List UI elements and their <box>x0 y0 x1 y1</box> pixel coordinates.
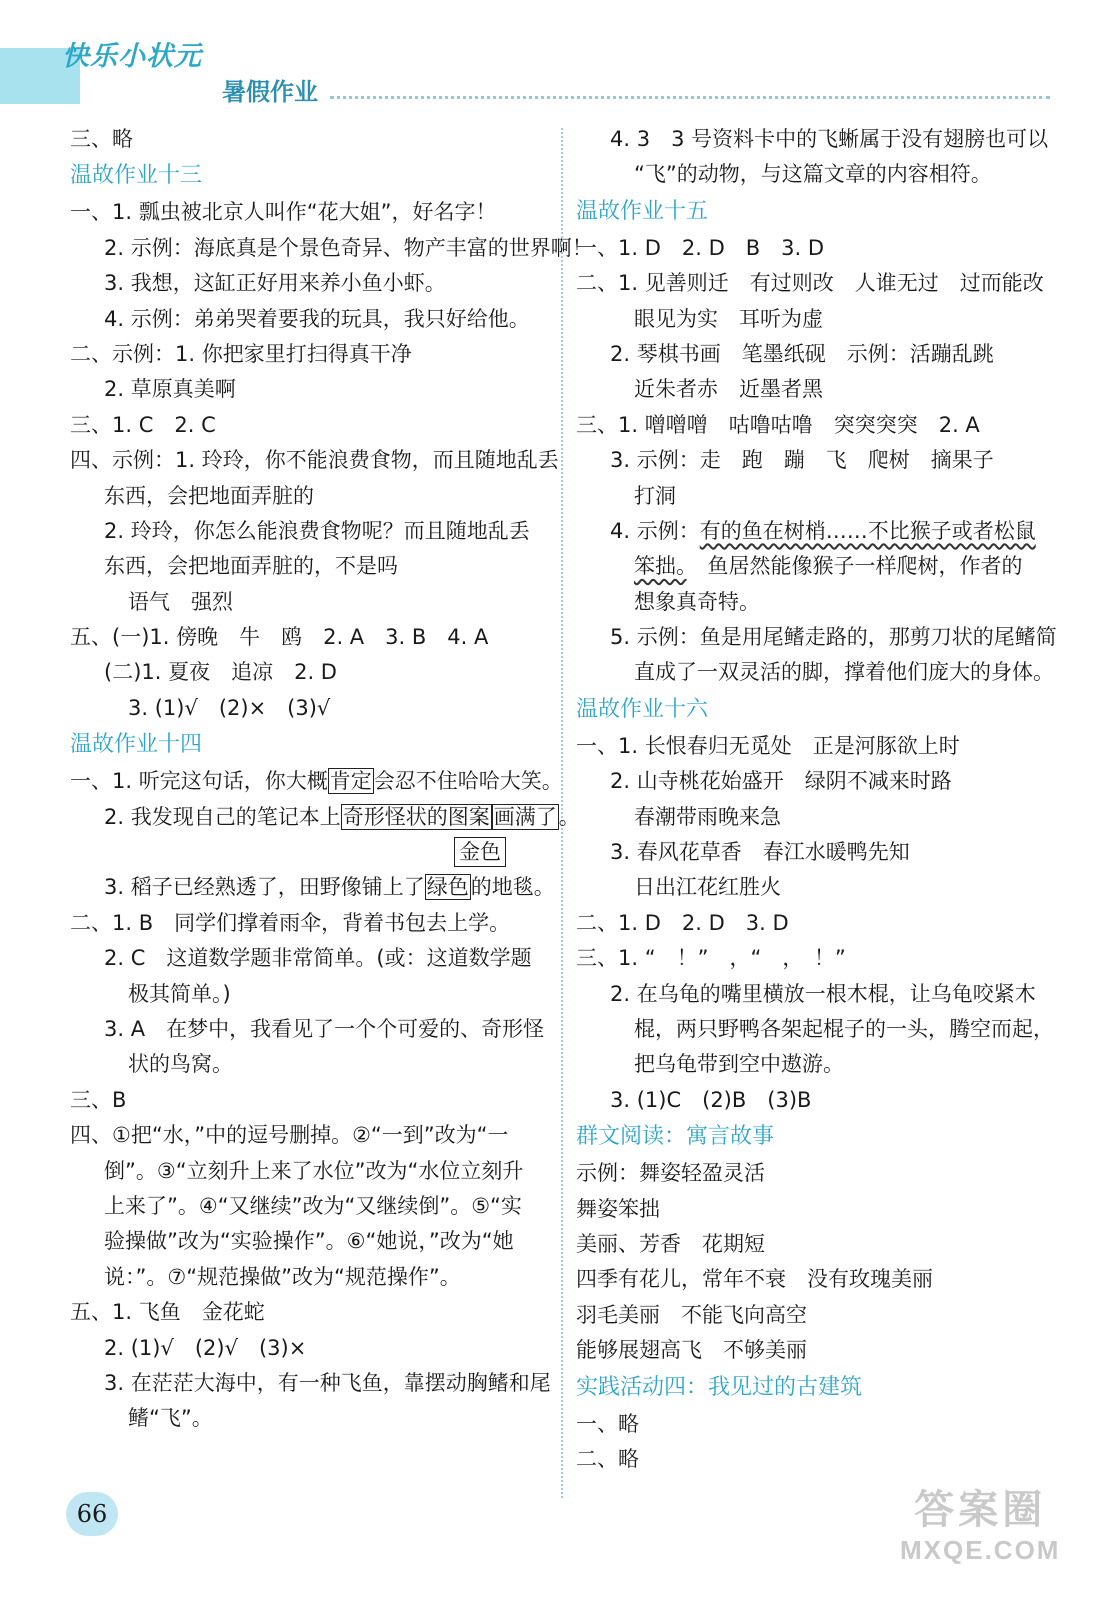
answer-line: 4. 示例：弟弟哭着要我的玩具，我只好给他。 <box>104 306 530 331</box>
answer-line: 二、1. B 同学们撑着雨伞，背着书包去上学。 <box>70 910 511 935</box>
answer-line: 棍，两只野鸭各架起棍子的一头，腾空而起， <box>634 1016 1054 1041</box>
answer-line: 把乌龟带到空中遨游。 <box>634 1052 844 1077</box>
answer-line: 一、1. D 2. D B 3. D <box>576 235 825 260</box>
answer-line: 5. 示例：鱼是用尾鳍走路的，那剪刀状的尾鳍简 <box>610 625 1057 650</box>
correction-box: 金色 <box>454 837 506 867</box>
answer-line: 日出江花红胜火 <box>634 875 781 900</box>
answer-text: 会忍不住哈哈大笑。 <box>373 769 563 794</box>
answer-line: “飞”的动物，与这篇文章的内容相符。 <box>634 162 992 187</box>
answer-line: 三、1. 噌噌噌 咕噜咕噜 突突突突 2. A <box>576 412 980 437</box>
answer-line: 三、1. “ ！” ，“ ， ！” <box>576 946 846 971</box>
answer-line: 一、1. 瓢虫被北京人叫作“花大姐”，好名字！ <box>70 200 497 225</box>
answer-line: 眼见为实 耳听为虚 <box>634 306 823 331</box>
answer-line: 羽毛美丽 不能飞向高空 <box>576 1302 807 1327</box>
wavy-underlined-text: 有的鱼在树梢……不比猴子或者松鼠 <box>699 518 1036 543</box>
answer-line: 验操做”改为“实验操作”。⑥“她说，”改为“她 <box>104 1229 514 1254</box>
answer-line: 3. 我想，这缸正好用来养小鱼小虾。 <box>104 271 446 296</box>
answer-line: 直成了一双灵活的脚，撑着他们庞大的身体。 <box>634 660 1054 685</box>
section-title: 温故作业十五 <box>576 198 709 224</box>
answer-line: 三、B <box>70 1087 127 1112</box>
watermark <box>900 1478 1060 1566</box>
answer-line: 2. C 这道数学题非常简单。(或：这道数学题 <box>104 946 532 971</box>
answer-line: 能够展翅高飞 不够美丽 <box>576 1338 807 1363</box>
header-dotted-rule <box>330 96 1050 99</box>
answer-line: 美丽、芳香 花期短 <box>576 1231 765 1256</box>
answer-text: 2. 我发现自己的笔记本上 <box>104 804 341 829</box>
answer-line: 二、1. D 2. D 3. D <box>576 910 789 935</box>
section-title: 温故作业十三 <box>70 163 203 189</box>
answer-text: 的地毯。 <box>470 875 555 900</box>
boxed-word: 绿色 <box>426 875 469 900</box>
right-column <box>576 122 1056 1477</box>
answer-text: 。 <box>558 804 580 829</box>
answer-line: 一、1. 长恨春归无觅处 正是河豚欲上时 <box>576 733 960 758</box>
answer-line: 五、1. 飞鱼 金花蛇 <box>70 1300 265 1325</box>
section-title: 温故作业十四 <box>70 732 203 758</box>
answer-line: (二)1. 夏夜 追凉 2. D <box>104 660 337 685</box>
answer-line: 东西，会把地面弄脏的，不是吗 <box>104 554 398 579</box>
answer-line <box>70 870 555 905</box>
wavy-underlined-text: 笨拙。 <box>634 554 687 579</box>
answer-line: 2. 琴棋书画 笔墨纸砚 示例：活蹦乱跳 <box>610 341 994 366</box>
answer-line: 三、1. C 2. C <box>70 412 216 437</box>
answer-line: 示例：舞姿轻盈灵活 <box>576 1161 765 1186</box>
answer-line: 状的鸟窝。 <box>128 1052 233 1077</box>
answer-line: 一、略 <box>576 1411 639 1436</box>
answer-text: 鱼居然能像猴子一样爬树，作者的 <box>686 554 1023 579</box>
answer-line <box>576 514 1056 549</box>
answer-line: 语气 强烈 <box>128 589 233 614</box>
boxed-word: 奇形怪状的图案 <box>342 804 490 829</box>
header-logo: 快乐小状元 <box>62 41 202 72</box>
answer-line: 想象真奇特。 <box>634 589 760 614</box>
answer-text: 一、1. 听完这句话，你大概 <box>70 769 328 794</box>
answer-line: 3. (1)C (2)B (3)B <box>610 1087 812 1112</box>
answer-line: 二、1. 见善则迁 有过则改 人谁无过 过而能改 <box>576 271 1044 296</box>
answer-line: 上来了”。④“又继续”改为“又继续倒”。⑤“实 <box>104 1193 522 1218</box>
answer-line <box>70 764 563 799</box>
section-title: 实践活动四：我见过的古建筑 <box>576 1374 863 1400</box>
boxed-word: 画满了 <box>493 804 557 829</box>
boxed-word: 肯定 <box>329 769 372 794</box>
header-subtitle: 暑假作业 <box>222 78 318 106</box>
answer-line: 五、(一)1. 傍晚 牛 鸥 2. A 3. B 4. A <box>70 625 489 650</box>
answer-line: 打洞 <box>634 483 676 508</box>
answer-line: 3. 在茫茫大海中，有一种飞鱼，靠摆动胸鳍和尾 <box>104 1370 551 1395</box>
answer-line: 3. A 在梦中，我看见了一个个可爱的、奇形怪 <box>104 1016 545 1041</box>
answer-line: 倒”。③“立刻升上来了水位”改为“水位立刻升 <box>104 1158 524 1183</box>
answer-line: 2. 在乌龟的嘴里横放一根木棍，让乌龟咬紧木 <box>610 981 1036 1006</box>
section-title: 群文阅读：寓言故事 <box>576 1124 775 1150</box>
watermark-url: MXQE.COM <box>900 1535 1061 1565</box>
answer-line: 2. 山寺桃花始盛开 绿阴不减来时路 <box>610 769 952 794</box>
answer-line: 三、略 <box>70 127 133 151</box>
answer-line: 鳍“飞”。 <box>128 1406 213 1431</box>
answer-text: 3. 稻子已经熟透了，田野像铺上了 <box>104 875 425 900</box>
answer-line: 四、示例：1. 玲玲，你不能浪费食物，而且随地乱丢 <box>70 448 559 473</box>
answer-line: 4. 3 3 号资料卡中的飞蜥属于没有翅膀也可以 <box>610 127 1049 151</box>
answer-line: 2. 玲玲，你怎么能浪费食物呢？而且随地乱丢 <box>104 518 530 543</box>
answer-line: 2. (1)√ (2)√ (3)× <box>104 1335 307 1360</box>
answer-line: 3. (1)√ (2)× (3)√ <box>128 695 331 720</box>
answer-line: 四、①把“水，”中的逗号删掉。②“一到”改为“一 <box>70 1123 509 1148</box>
answer-line <box>70 800 580 835</box>
answer-line: 说：”。⑦“规范操做”改为“规范操作”。 <box>104 1264 461 1289</box>
answer-line: 东西，会把地面弄脏的 <box>104 483 314 508</box>
answer-line: 3. 春风花草香 春江水暖鸭先知 <box>610 840 910 865</box>
answer-line: 极其简单。) <box>128 981 231 1006</box>
answer-line: 2. 示例：海底真是个景色奇异、物产丰富的世界啊！ <box>104 235 593 260</box>
answer-line: 春潮带雨晚来急 <box>634 804 781 829</box>
answer-line <box>70 835 550 870</box>
answer-line: 近朱者赤 近墨者黑 <box>634 377 823 402</box>
answer-line: 舞姿笨拙 <box>576 1196 660 1221</box>
answer-text: 4. 示例： <box>610 518 700 543</box>
answer-line: 四季有花儿，常年不衰 没有玫瑰美丽 <box>576 1267 933 1292</box>
answer-line: 2. 草原真美啊 <box>104 377 236 402</box>
answer-line: 二、示例：1. 你把家里打扫得真干净 <box>70 341 412 366</box>
section-title: 温故作业十六 <box>576 696 709 722</box>
answer-line: 3. 示例：走 跑 蹦 飞 爬树 摘果子 <box>610 448 994 473</box>
watermark-text: 答案圈 <box>914 1488 1047 1532</box>
answer-line <box>576 549 1056 584</box>
left-column <box>70 122 593 1437</box>
page-number: 66 <box>66 1492 118 1536</box>
answer-line: 二、略 <box>576 1446 639 1471</box>
page-header <box>0 0 1100 120</box>
